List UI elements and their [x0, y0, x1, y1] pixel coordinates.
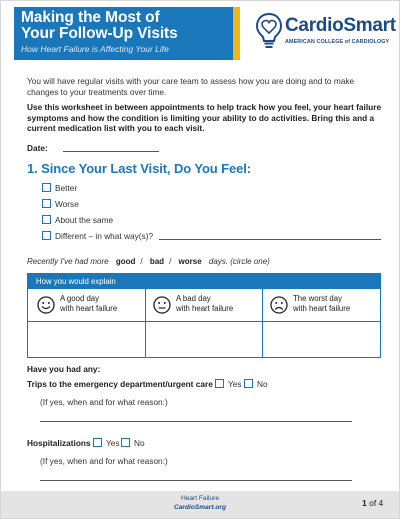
date-field[interactable] [63, 151, 159, 152]
bad-day-line2: with heart failure [176, 303, 234, 313]
feel-worse-label: Worse [55, 199, 79, 209]
page-title-line1: Making the Most of [21, 9, 160, 26]
footer-topic: Heart Failure [180, 495, 220, 502]
bad-day-label [176, 294, 233, 313]
page-subtitle: How Heart Failure is Affecting Your Life [21, 44, 169, 54]
good-day-line1: A good day [60, 294, 100, 303]
cardiosmart-logo [255, 11, 396, 53]
worst-day-line1: The worst day [293, 294, 342, 303]
separator: / [169, 257, 172, 266]
recent-days-suffix: days. (circle one) [208, 257, 270, 266]
different-ways-field[interactable] [159, 239, 381, 240]
bad-day-line1: A bad day [176, 294, 211, 303]
intro-paragraph-1: You will have regular visits with your care team to assess how you are doing and to make changes to your treatments over time. [27, 76, 355, 97]
date-label: Date: [27, 143, 48, 153]
lightbulb-heart-icon [255, 11, 283, 51]
feel-different-checkbox[interactable] [42, 231, 51, 240]
page-title-line2: Your Follow-Up Visits [21, 25, 178, 42]
hosp-no-checkbox[interactable] [121, 438, 130, 447]
worst-day-line2: with heart failure [293, 303, 351, 313]
explain-table-header: How you would explain [28, 274, 380, 289]
section-1-heading: 1. Since Your Last Visit, Do You Feel: [27, 161, 252, 176]
explain-table [27, 273, 381, 358]
had-any-heading: Have you had any: [27, 364, 101, 374]
bad-option[interactable]: bad [149, 257, 165, 266]
feel-better-checkbox[interactable] [42, 183, 51, 192]
footer-site-link[interactable]: CardioSmart.org [173, 504, 227, 511]
good-day-line2: with heart failure [60, 303, 118, 313]
logo-wordmark: CardioSmart [285, 15, 396, 36]
er-no-checkbox[interactable] [244, 379, 253, 388]
recent-days-line [27, 257, 270, 266]
recent-days-prefix: Recently I've had more [27, 257, 109, 266]
page-current: 1 [362, 498, 367, 508]
er-yes-label: Yes [228, 379, 242, 389]
logo-tagline: AMERICAN COLLEGE of CARDIOLOGY [285, 39, 390, 45]
feel-worse-checkbox[interactable] [42, 199, 51, 208]
feel-same-label: About the same [55, 215, 114, 225]
hosp-yes-label: Yes [106, 438, 120, 448]
er-question-label: Trips to the emergency department/urgent care [27, 379, 213, 389]
good-option[interactable]: good [115, 257, 136, 266]
hosp-answer-field[interactable] [40, 480, 352, 481]
page-title [21, 10, 178, 42]
worse-option[interactable]: worse [178, 257, 202, 266]
page-total: of 4 [369, 498, 384, 508]
hosp-yes-checkbox[interactable] [93, 438, 102, 447]
er-no-label: No [257, 379, 268, 389]
hosp-question-label: Hospitalizations [27, 438, 91, 448]
er-yes-checkbox[interactable] [215, 379, 224, 388]
good-day-label [60, 294, 117, 313]
feel-different-label: Different – in what way(s)? [55, 231, 154, 241]
worst-day-label [293, 294, 350, 313]
intro-paragraph-2: Use this worksheet in between appointments to help track how you feel, your heart failure symptoms and how the condition is limiting your ability to do activities. Bring this and a current medication list with you to each visit. [27, 102, 382, 133]
good-day-answer-cell[interactable] [28, 322, 145, 357]
header-accent-stripe [233, 7, 240, 60]
neutral-face-icon [153, 296, 171, 314]
explain-table-label-row [28, 289, 380, 321]
separator: / [140, 257, 143, 266]
feel-same-checkbox[interactable] [42, 215, 51, 224]
bad-day-answer-cell[interactable] [146, 322, 262, 357]
er-answer-field[interactable] [40, 421, 352, 422]
hosp-no-label: No [134, 438, 145, 448]
feel-better-label: Better [55, 183, 78, 193]
worst-day-answer-cell[interactable] [263, 322, 380, 357]
sad-face-icon [270, 296, 288, 314]
page-number [362, 498, 383, 508]
smiley-face-icon [37, 296, 55, 314]
hosp-follow-up-label: (If yes, when and for what reason:) [40, 456, 168, 466]
er-follow-up-label: (If yes, when and for what reason:) [40, 397, 168, 407]
